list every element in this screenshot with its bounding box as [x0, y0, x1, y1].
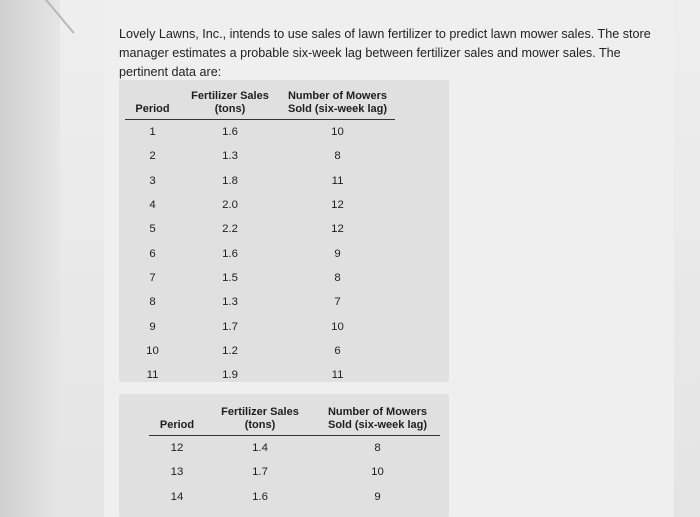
cell-mowers-sold: 10 — [331, 126, 344, 139]
cell-fertilizer-sales: 1.6 — [222, 247, 238, 260]
table-row — [125, 144, 395, 168]
cell-fertilizer-sales: 1.2 — [222, 344, 238, 357]
table-row — [125, 266, 395, 290]
cell-mowers-sold: 12 — [331, 223, 344, 236]
data-table-2 — [149, 406, 440, 509]
table-row — [125, 290, 395, 314]
data-table-panel-1 — [119, 80, 449, 382]
cell-period: 1 — [149, 126, 156, 139]
cell-mowers-sold: 11 — [331, 369, 344, 382]
cell-period: 7 — [149, 271, 156, 284]
cell-fertilizer-sales: 1.7 — [252, 466, 268, 479]
table-row — [125, 339, 395, 363]
cell-fertilizer-sales: 2.0 — [222, 199, 238, 212]
cell-mowers-sold: 10 — [371, 466, 384, 479]
table-row — [149, 485, 440, 509]
cell-period: 2 — [149, 150, 156, 163]
cell-mowers-sold: 11 — [331, 174, 344, 187]
cell-mowers-sold: 8 — [334, 150, 341, 163]
table-row — [125, 241, 395, 265]
cell-period: 6 — [149, 247, 156, 260]
cell-period: 11 — [146, 369, 159, 382]
cell-fertilizer-sales: 1.4 — [252, 442, 268, 455]
question-page — [104, 0, 674, 517]
header-period: Period — [149, 406, 205, 436]
cell-period: 9 — [149, 320, 156, 333]
cell-period: 13 — [170, 466, 184, 479]
cell-mowers-sold: 10 — [331, 320, 344, 333]
cell-mowers-sold: 7 — [334, 296, 341, 309]
cell-fertilizer-sales: 1.3 — [222, 296, 238, 309]
table-row — [149, 436, 440, 461]
table-row — [125, 193, 395, 217]
cell-fertilizer-sales: 1.6 — [252, 490, 268, 503]
header-mowers-sold: Number of Mowers Sold (six-week lag) — [280, 90, 395, 120]
cell-period: 4 — [149, 199, 156, 212]
cell-fertilizer-sales: 1.8 — [222, 174, 238, 187]
cell-period: 3 — [149, 174, 156, 187]
cell-period: 10 — [146, 344, 159, 357]
table-row — [149, 460, 440, 484]
table-row — [125, 363, 395, 387]
screen-bezel — [0, 0, 60, 517]
table-row — [125, 169, 395, 193]
cell-mowers-sold: 6 — [334, 344, 341, 357]
cell-fertilizer-sales: 1.9 — [222, 369, 238, 382]
table-header-row — [125, 90, 395, 120]
question-intro: Lovely Lawns, Inc., intends to use sales of lawn fertilizer to predict lawn mower sales. The store manager estimates a probable six-week lag between fertilizer sales and mower sales. The pertinent data are: — [119, 26, 651, 79]
table-row — [125, 120, 395, 145]
cell-mowers-sold: 12 — [331, 199, 344, 212]
cell-fertilizer-sales: 1.7 — [222, 320, 238, 333]
data-table-1 — [125, 90, 395, 387]
header-fertilizer-sales: Fertilizer Sales (tons) — [180, 90, 280, 120]
header-period: Period — [125, 90, 180, 120]
cell-fertilizer-sales: 2.2 — [222, 223, 238, 236]
cell-period: 8 — [149, 296, 156, 309]
header-fertilizer-sales: Fertilizer Sales (tons) — [205, 406, 315, 436]
cell-fertilizer-sales: 1.6 — [222, 126, 238, 139]
table-header-row — [149, 406, 440, 436]
cell-period: 12 — [170, 442, 184, 455]
header-mowers-sold: Number of Mowers Sold (six-week lag) — [315, 406, 440, 436]
cell-period: 5 — [149, 223, 156, 236]
cell-mowers-sold: 9 — [334, 247, 341, 260]
table-row — [125, 314, 395, 338]
cell-period: 14 — [170, 490, 184, 503]
cell-mowers-sold: 8 — [374, 442, 381, 455]
data-table-panel-2 — [119, 394, 449, 517]
cell-fertilizer-sales: 1.3 — [222, 150, 238, 163]
table-row — [125, 217, 395, 241]
cell-mowers-sold: 8 — [334, 271, 341, 284]
cell-mowers-sold: 9 — [374, 490, 381, 503]
cell-fertilizer-sales: 1.5 — [222, 271, 238, 284]
